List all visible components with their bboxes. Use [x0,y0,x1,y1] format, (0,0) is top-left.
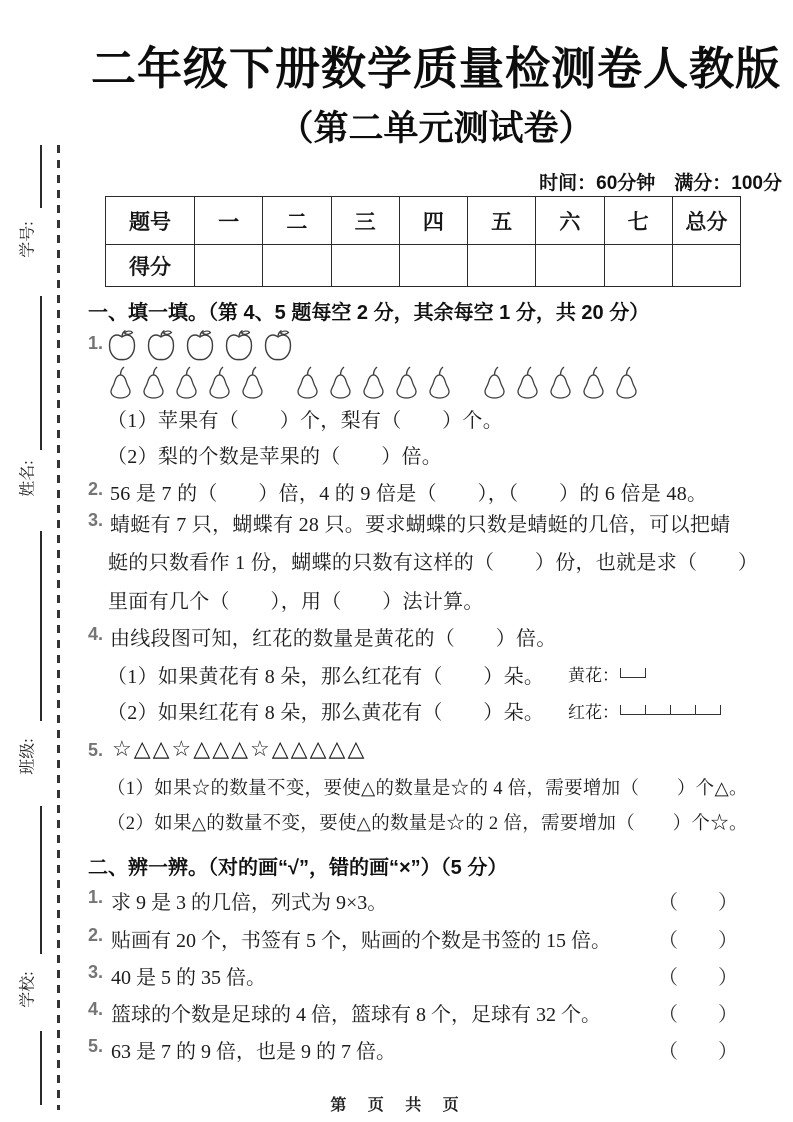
tf-item-number: 4. [88,999,104,1019]
score-row-label: 得分 [106,245,195,287]
pear-group [480,365,641,399]
sidebar-label-school: 学校: [19,971,37,1008]
tf-item-number: 5. [88,1036,104,1056]
pear-row [106,365,641,399]
score-empty-cell [263,245,331,287]
pear-group [293,365,454,399]
score-header-cell: 六 [536,197,604,245]
apple-icon [223,328,255,362]
pear-icon [612,365,641,399]
tf-item-text: 40 是 5 的 35 倍。 [111,967,267,989]
pear-icon [205,365,234,399]
q4-sub2: （2）如果红花有 8 朵，那么黄花有（ ）朵。 [107,702,545,724]
segment-unit [620,668,646,678]
score-header-cell: 一 [195,197,263,245]
tf-item-text: 贴画有 20 个，书签有 5 个，贴画的个数是书签的 15 倍。 [111,930,612,952]
tf-item-number: 2. [88,925,104,945]
pear-icon [238,365,267,399]
q2-text: 56 是 7 的（ ）倍，4 的 9 倍是（ ），（ ）的 6 倍是 48。 [110,483,708,505]
score-header-cell: 五 [468,197,536,245]
q1-sub2: （2）梨的个数是苹果的（ ）倍。 [107,446,443,468]
answer-bracket: （ ） [658,892,738,914]
pear-icon [392,365,421,399]
score-table-header-row [106,197,741,245]
sidebar-label-class: 班级: [19,738,37,775]
q3-number: 3. [88,510,104,530]
q3-line1: 蜻蜓有 7 只，蝴蝶有 28 只。要求蝴蝶的只数是蜻蜓的几倍，可以把蜻 [110,514,731,536]
tf-item-number: 3. [88,962,104,982]
page-subtitle: （第二单元测试卷） [278,109,594,148]
q5-sub1: （1）如果☆的数量不变，要使△的数量是☆的 4 倍，需要增加（ ）个△。 [107,779,748,799]
section2-heading: 二、辨一辨。（对的画“√”，错的画“×”）（5 分） [88,857,508,879]
score-header-cell: 三 [331,197,399,245]
tf-item-number: 1. [88,887,104,907]
sidebar-label-student-number: 学号: [19,221,37,258]
pear-group [106,365,267,399]
q2-number: 2. [88,479,104,499]
diagram-label-red-flower: 红花： [568,703,619,722]
q4-number: 4. [88,624,104,644]
pear-icon [172,365,201,399]
tf-item-3 [88,961,738,990]
q1-number: 1. [88,333,104,353]
answer-bracket: （ ） [658,1041,738,1063]
segment-unit [695,705,721,715]
segment-unit [670,705,695,715]
class-line [40,531,42,721]
tf-item-text: 篮球的个数是足球的 4 倍，篮球有 8 个，足球有 32 个。 [111,1004,602,1026]
score-header-cell: 总分 [672,197,740,245]
apple-icon [262,328,294,362]
tf-item-text: 63 是 7 的 9 倍，也是 9 的 7 倍。 [111,1041,397,1063]
score-empty-cell [399,245,467,287]
pear-icon [579,365,608,399]
score-empty-cell [195,245,263,287]
q1-sub1: （1）苹果有（ ）个，梨有（ ）个。 [107,410,503,432]
score-header-cell: 二 [263,197,331,245]
exam-info: 时间：60分钟 满分：100分 [539,173,782,194]
segment-unit [645,705,670,715]
segment-line [620,705,721,715]
tf-item-4 [88,998,738,1027]
footer-page-label: 第 页 共 页 [330,1097,463,1114]
score-empty-cell [536,245,604,287]
pear-icon [425,365,454,399]
q5-sub2: （2）如果△的数量不变，要使△的数量是☆的 2 倍，需要增加（ ）个☆。 [107,814,748,834]
answer-bracket: （ ） [658,967,738,989]
q5-symbols: ☆△△☆△△△☆△△△△△ [112,736,367,761]
segment-line [620,668,646,678]
answer-bracket: （ ） [658,1004,738,1026]
segment-unit [620,705,645,715]
section1-heading: 一、填一填。（第 4、5 题每空 2 分，其余每空 1 分，共 20 分） [88,302,650,324]
apple-icon [184,328,216,362]
pear-icon [293,365,322,399]
apple-icon [106,328,138,362]
q5-number: 5. [88,740,104,760]
tf-item-5 [88,1035,738,1064]
score-table-score-row [106,245,741,287]
name-line [40,296,42,450]
apple-row [106,328,294,362]
pear-icon [513,365,542,399]
tf-item-text: 求 9 是 3 的几倍，列式为 9×3。 [111,892,388,914]
sidebar-label-name: 姓名: [19,460,37,497]
q3-line2: 蜓的只数看作 1 份，蝴蝶的只数有这样的（ ）份，也就是求（ ） [108,552,759,574]
score-empty-cell [604,245,672,287]
student-number-line [40,145,42,208]
page-title: 二年级下册数学质量检测卷人教版 [90,43,781,94]
answer-bracket: （ ） [658,930,738,952]
q4-sub1: （1）如果黄花有 8 朵，那么红花有（ ）朵。 [107,666,545,688]
apple-icon [145,328,177,362]
score-header-cell: 四 [399,197,467,245]
score-header-cell: 七 [604,197,672,245]
pear-icon [139,365,168,399]
pear-icon [480,365,509,399]
pear-icon [106,365,135,399]
score-empty-cell [468,245,536,287]
q4-text: 由线段图可知，红花的数量是黄花的（ ）倍。 [110,628,557,650]
tf-item-1 [88,886,738,915]
tf-item-2 [88,924,738,953]
score-table [105,196,741,287]
score-empty-cell [331,245,399,287]
q3-line3: 里面有几个（ ），用（ ）法计算。 [108,591,484,613]
pear-icon [359,365,388,399]
score-header-cell: 题号 [106,197,195,245]
school-line [40,806,42,954]
score-empty-cell [672,245,740,287]
diagram-label-yellow-flower: 黄花： [568,666,619,685]
pear-icon [326,365,355,399]
seal-dashed-line [57,145,60,1110]
pear-icon [546,365,575,399]
